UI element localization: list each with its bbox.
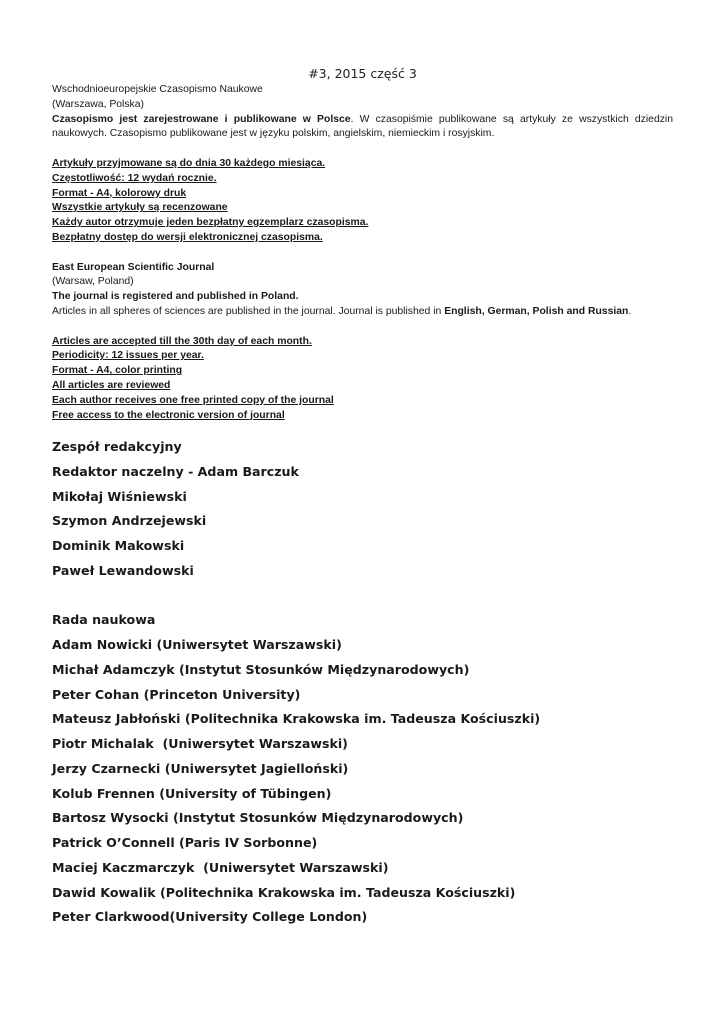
editorial-member: Szymon Andrzejewski [52, 513, 207, 529]
polish-description-rest: . W czasopiśmie publikowane są artykuły ze wszystkich dziedzin naukowych. Czasopismo publikowane jest w języku polskim, angielskim, niemieckim i rosyjskim. [52, 113, 674, 140]
council-member: Patrick O’Connell (Paris IV Sorbonne) [52, 835, 318, 850]
scientific-council-title: Rada naukowa [52, 612, 156, 628]
polish-description [52, 113, 673, 143]
council-member: Michał Adamczyk (Instytut Stosunków Międzynarodowych) [52, 661, 470, 677]
polish-rule: Bezpłatny dostęp do wersji elektronicznej czasopisma. [52, 231, 323, 243]
editorial-member: Redaktor naczelny - Adam Barczuk [52, 463, 299, 479]
english-languages: English, German, Polish and Russian [444, 305, 629, 317]
journal-info [52, 83, 673, 423]
english-spheres-text: Articles in all spheres of sciences are published in the journal. Journal is published in [52, 305, 445, 317]
council-member: Dawid Kowalik (Politechnika Krakowska im. Tadeusza Kościuszki) [52, 884, 516, 900]
english-description [52, 305, 673, 320]
polish-registration: Czasopismo jest zarejestrowane i publikowane w Polsce [52, 113, 351, 125]
editorial-member: Paweł Lewandowski [52, 562, 194, 578]
polish-rule: Wszystkie artykuły są recenzowane [52, 202, 228, 214]
issue-header: #3, 2015 część 3 [308, 66, 417, 81]
english-rule: Articles are accepted till the 30th day of each month. [52, 335, 312, 347]
polish-location: (Warszawa, Polska) [52, 98, 144, 110]
english-journal-name: East European Scientific Journal [52, 261, 215, 273]
council-member: Peter Cohan (Princeton University) [52, 686, 301, 702]
polish-rule: Każdy autor otrzymuje jeden bezpłatny egzemplarz czasopisma. [52, 217, 369, 229]
english-rule: Free access to the electronic version of journal [52, 409, 285, 421]
polish-journal-name: Wschodnioeuropejskie Czasopismo Naukowe [52, 84, 263, 95]
english-location: (Warsaw, Poland) [52, 276, 134, 288]
editorial-team-title: Zespół redakcyjny [52, 439, 182, 454]
polish-rule: Artykuły przyjmowane są do dnia 30 każdego miesiąca. [52, 157, 326, 169]
editorial-member: Mikołaj Wiśniewski [52, 488, 187, 504]
english-rule: Each author receives one free printed copy of the journal [52, 394, 334, 406]
polish-rule: Częstotliwość: 12 wydań rocznie. [52, 172, 217, 184]
council-member: Bartosz Wysocki (Instytut Stosunków Międzynarodowych) [52, 810, 464, 826]
council-member: Peter Clarkwood(University College London) [52, 909, 368, 925]
council-member: Piotr Michalak (Uniwersytet Warszawski) [52, 736, 348, 751]
council-member: Kolub Frennen (University of Tübingen) [52, 785, 332, 801]
english-registration: The journal is registered and published in Poland. [52, 291, 299, 303]
council-member: Mateusz Jabłoński (Politechnika Krakowska im. Tadeusza Kościuszki) [52, 711, 541, 727]
council-member: Maciej Kaczmarczyk (Uniwersytet Warszawski) [52, 859, 389, 875]
polish-rule: Format - A4, kolorowy druk [52, 187, 187, 199]
english-rule: All articles are reviewed [52, 379, 171, 391]
council-member: Adam Nowicki (Uniwersytet Warszawski) [52, 637, 342, 652]
council-member: Jerzy Czarnecki (Uniwersytet Jagielloński) [52, 760, 349, 776]
boards [52, 435, 692, 930]
english-rule: Periodicity: 12 issues per year. [52, 350, 204, 362]
english-spheres-end: . [628, 305, 632, 317]
english-rule: Format - A4, color printing [52, 365, 183, 377]
editorial-member: Dominik Makowski [52, 538, 185, 553]
